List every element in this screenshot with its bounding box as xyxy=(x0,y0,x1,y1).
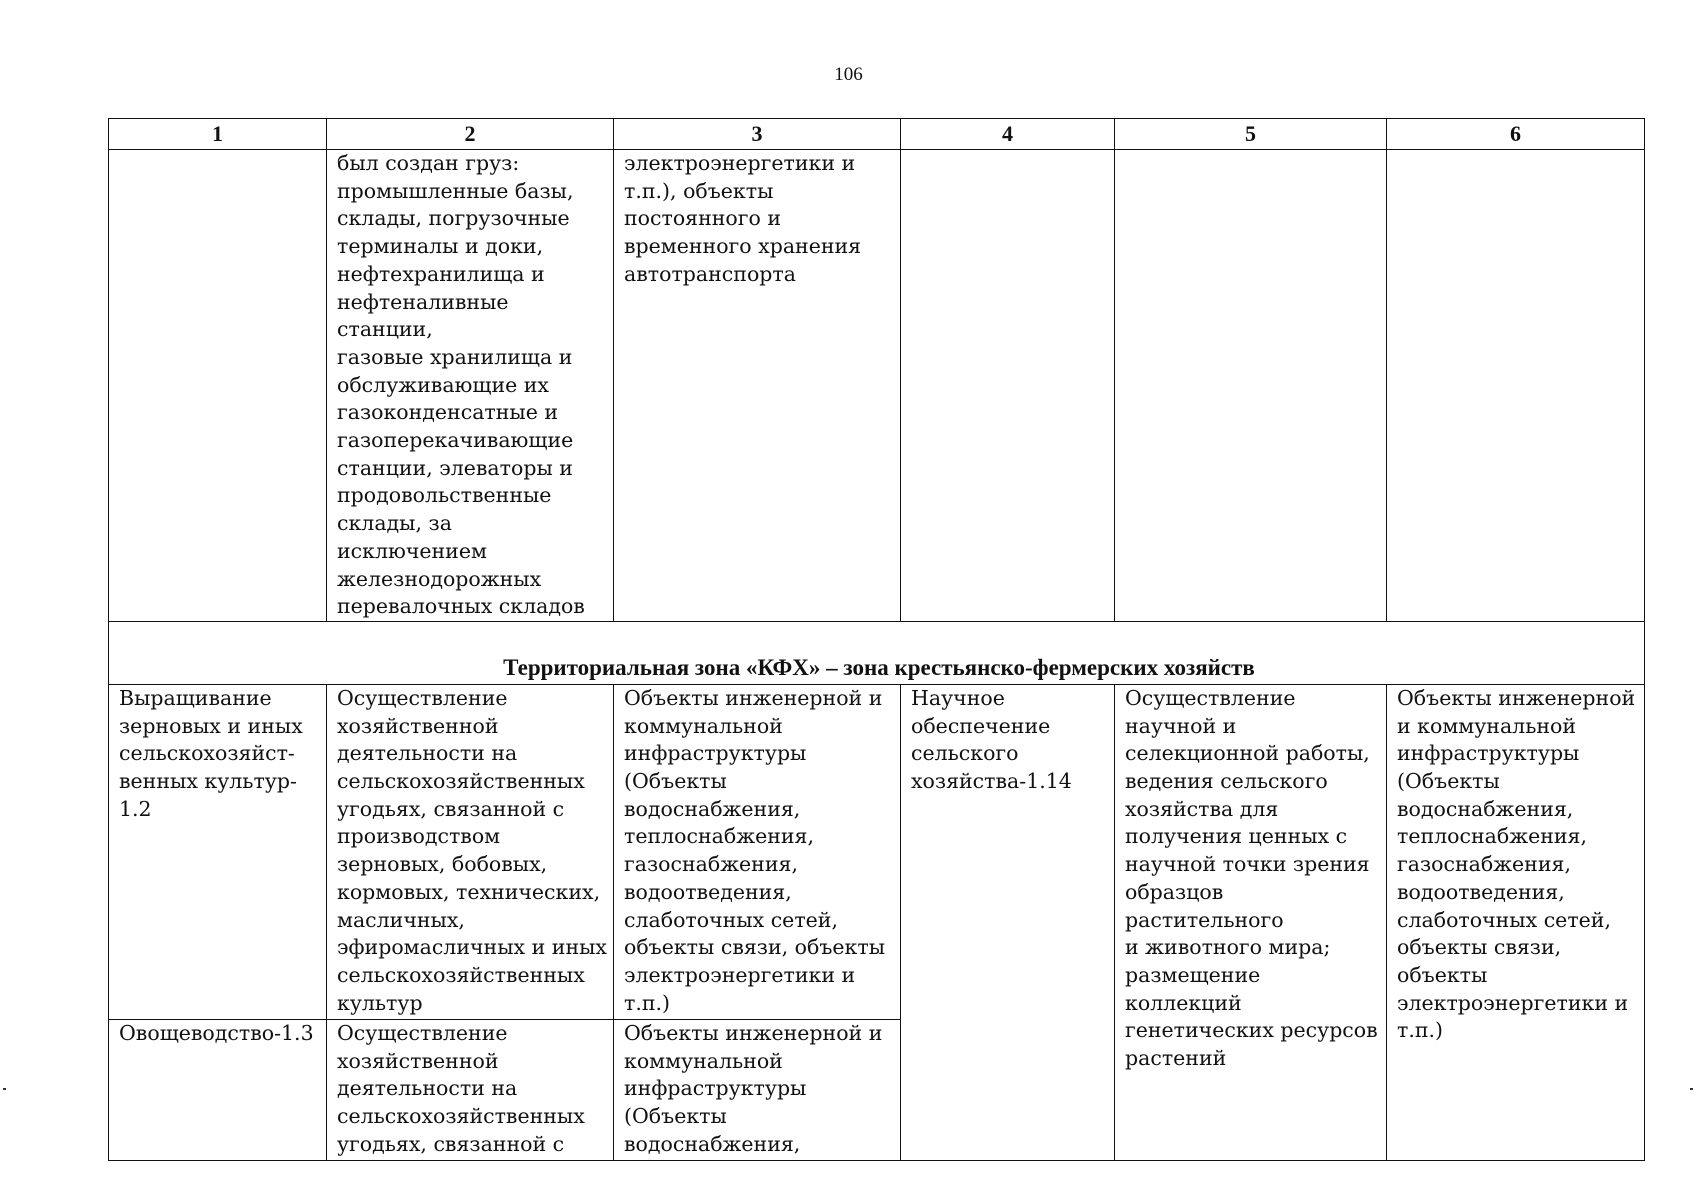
continuation-cell-3: электроэнергетики и т.п.), объекты постоянного и временного хранения автотранспорта xyxy=(614,150,901,622)
conditional-use-description: Осуществление научной и селекционной работы, ведения сельского хозяйства для получения ценных с научной точки зрения образцов растительного и животного мира; размещение коллекций генетических ресурсов растений xyxy=(1115,684,1387,1160)
header-cell-5: 5 xyxy=(1115,119,1387,150)
main-use-name: Овощеводство-1.3 xyxy=(109,1019,327,1160)
page-number: 106 xyxy=(834,64,863,85)
conditional-use-auxiliary-objects: Объекты инженерной и коммунальной инфраструктуры (Объекты водоснабжения, теплоснабжения, газоснабжения, водоотведения, слаботочных сетей, объекты связи, объекты электроэнергетики и т.п.) xyxy=(1387,684,1645,1160)
continuation-cell-4 xyxy=(901,150,1115,622)
main-use-description: Осуществление хозяйственной деятельности на сельскохозяйственных угодьях, связанной с производством зерновых, бобовых, кормовых, технических, масличных, эфиромасличных и иных сельскохозяйственных культур xyxy=(327,684,614,1019)
continuation-cell-2: был создан груз: промышленные базы, склады, погрузочные терминалы и доки, нефтехранилища и нефтеналивные станции, газовые хранилища и обслуживающие их газоконденсатные и газоперекачивающие станции, элеваторы и продовольственные склады, за исключением железнодорожных перевалочных складов xyxy=(327,150,614,622)
header-cell-3: 3 xyxy=(614,119,901,150)
header-cell-6: 6 xyxy=(1387,119,1645,150)
scan-edge-mark xyxy=(1690,1088,1693,1090)
header-cell-1: 1 xyxy=(109,119,327,150)
zone-title: Территориальная зона «КФХ» – зона крестьянско-фермерских хозяйств xyxy=(109,621,1645,684)
conditional-use-name: Научное обеспечение сельского хозяйства-1.14 xyxy=(901,684,1115,1160)
main-use-name: Выращивание зерновых и иных сельскохозяйст- венных культур- 1.2 xyxy=(109,684,327,1019)
header-cell-2: 2 xyxy=(327,119,614,150)
continuation-cell-6 xyxy=(1387,150,1645,622)
main-use-description: Осуществление хозяйственной деятельности на сельскохозяйственных угодьях, связанной с xyxy=(327,1019,614,1160)
table-row xyxy=(109,684,1645,1019)
main-use-auxiliary-objects: Объекты инженерной и коммунальной инфраструктуры (Объекты водоснабжения, xyxy=(614,1019,901,1160)
header-cell-4: 4 xyxy=(901,119,1115,150)
scan-edge-mark xyxy=(3,1088,6,1090)
continuation-row xyxy=(109,150,1645,622)
zone-title-row xyxy=(109,621,1645,684)
header-row xyxy=(109,119,1645,150)
main-use-auxiliary-objects: Объекты инженерной и коммунальной инфраструктуры (Объекты водоснабжения, теплоснабжения, газоснабжения, водоотведения, слаботочных сетей, объекты связи, объекты электроэнергетики и т.п.) xyxy=(614,684,901,1019)
regulation-table xyxy=(108,118,1645,1161)
continuation-cell-1 xyxy=(109,150,327,622)
continuation-cell-5 xyxy=(1115,150,1387,622)
